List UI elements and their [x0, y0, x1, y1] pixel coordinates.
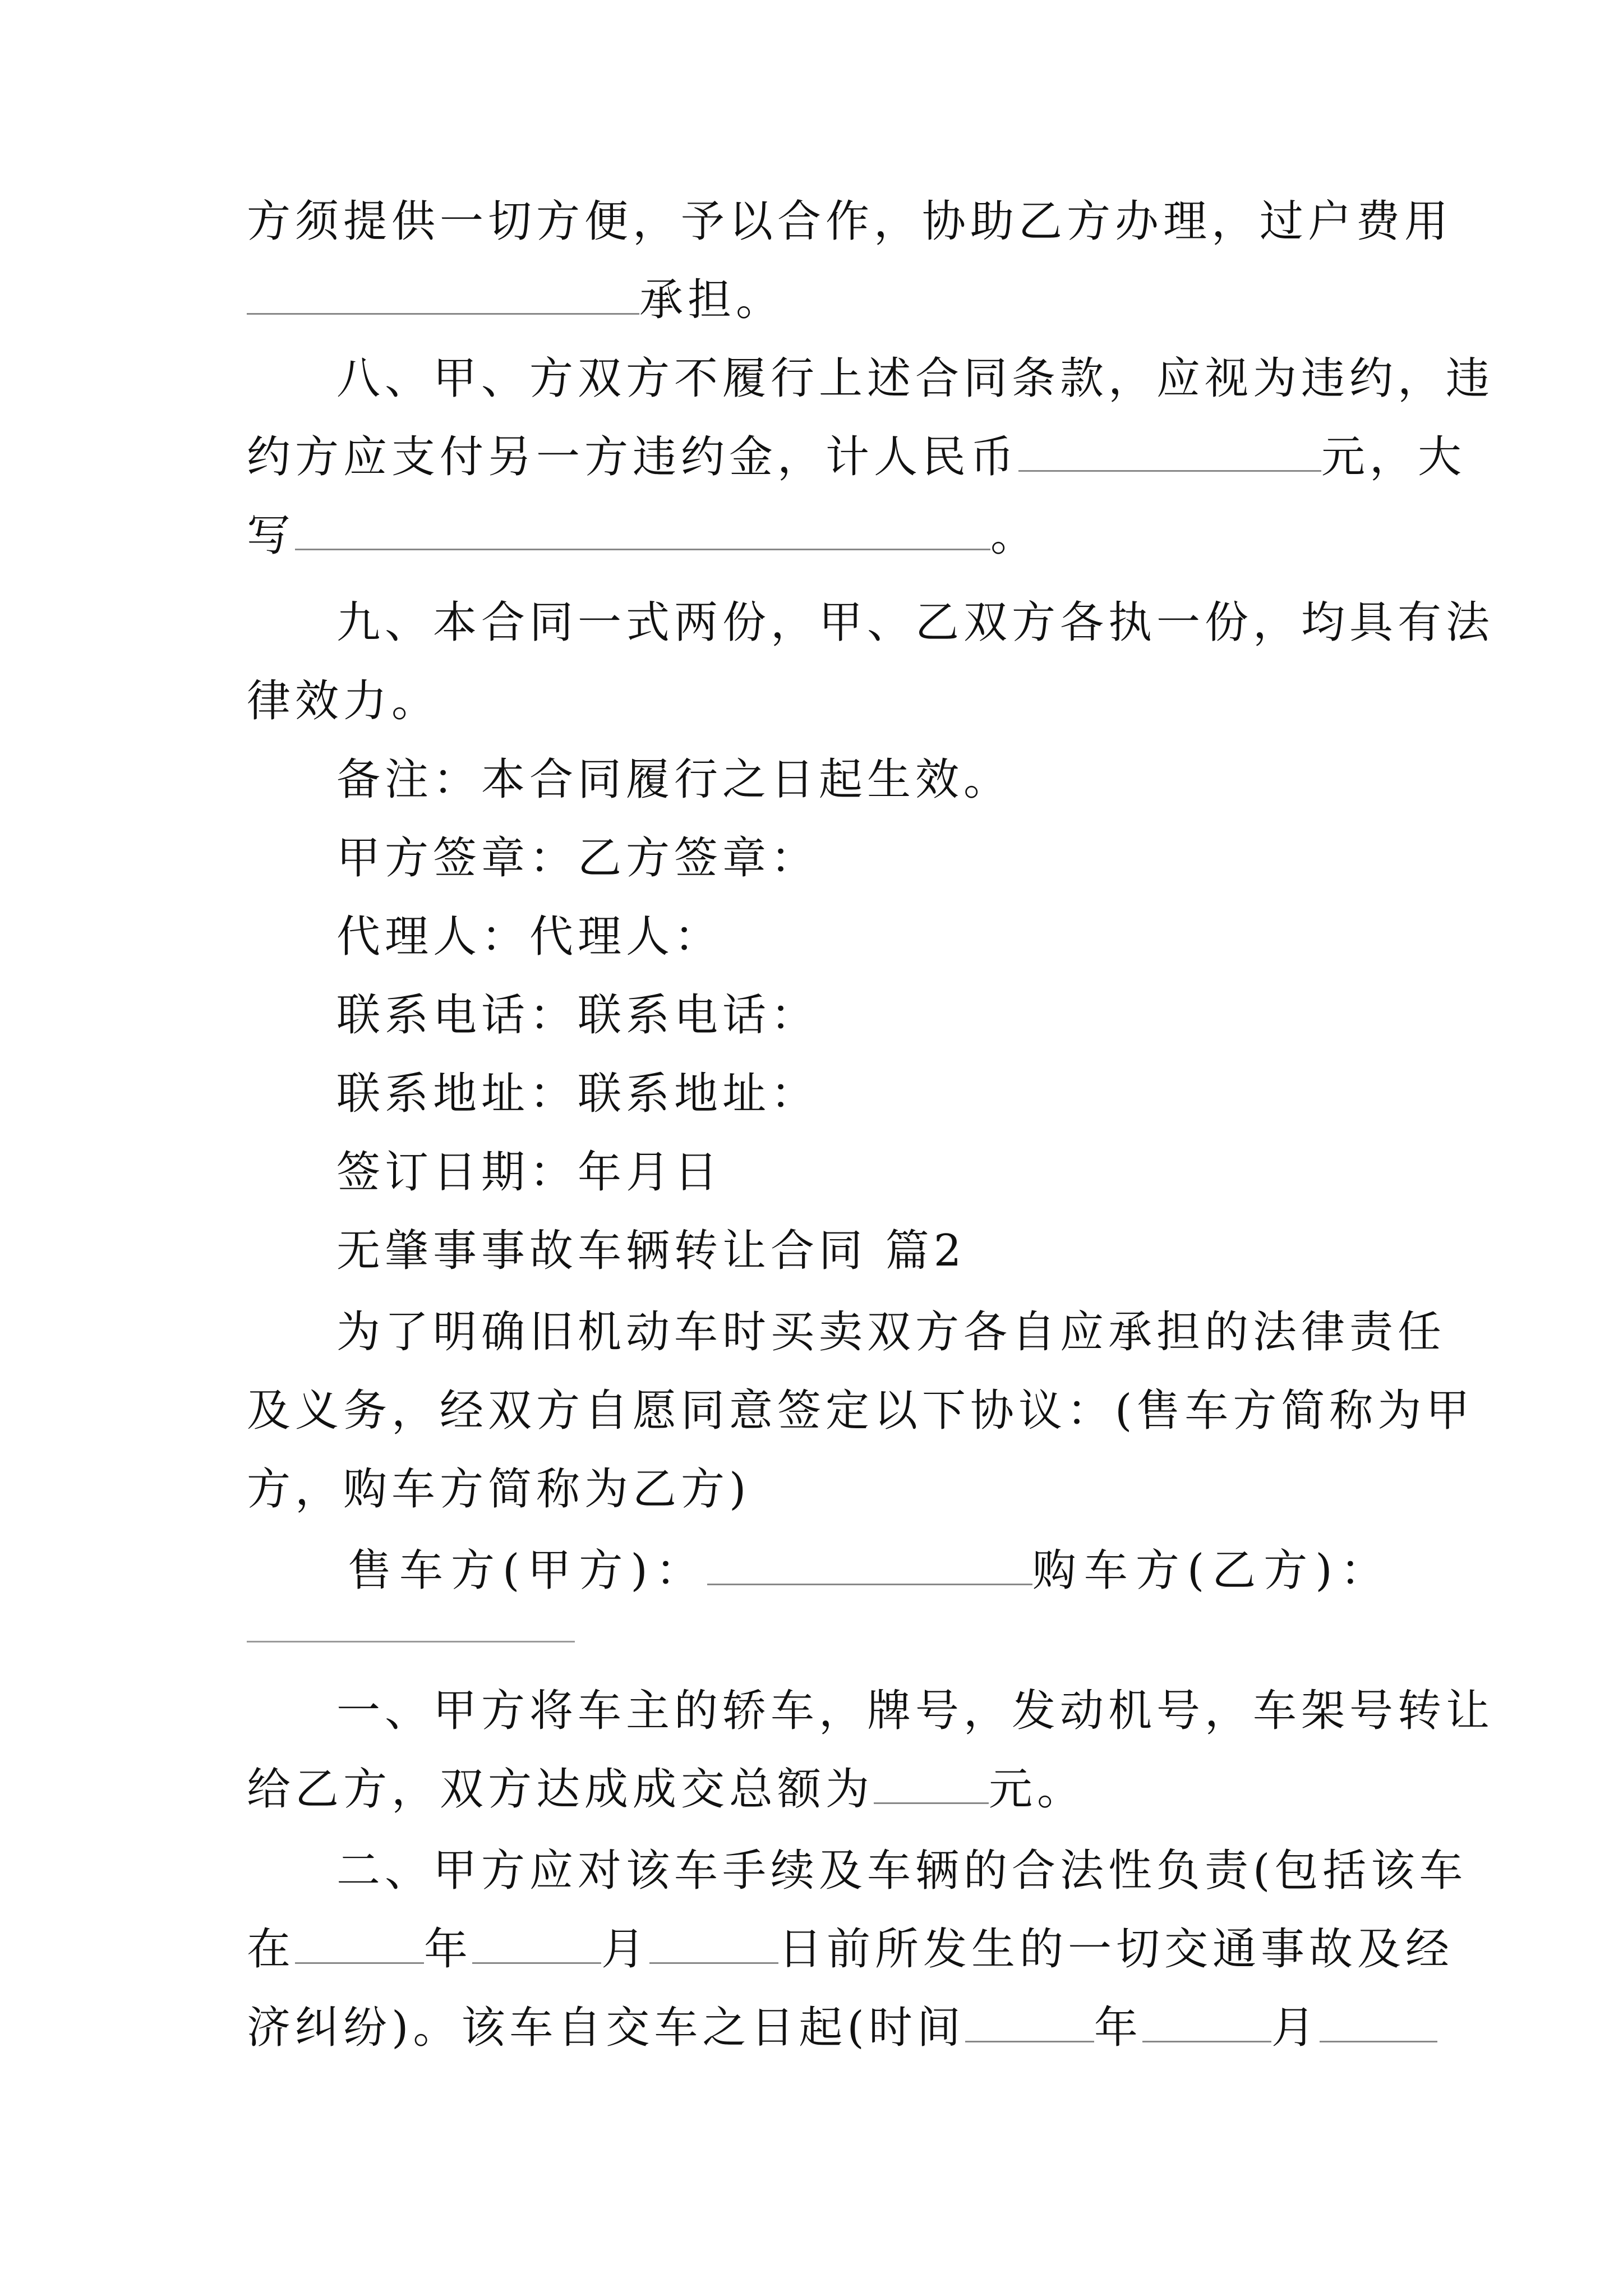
text: 及义务，经双方自愿同意签定以下协议：(售车方简称为甲: [247, 1386, 1474, 1436]
text: 购车方(乙方)：: [1032, 1545, 1392, 1596]
text: 元，大: [1321, 432, 1467, 482]
clause-9: [0, 595, 1623, 651]
text: 备注：本合同履行之日起生效。: [336, 754, 1012, 805]
signature-line: [0, 830, 1623, 886]
text: 无肇事事故车辆转让合同 篇2: [336, 1226, 966, 1276]
date-line: [0, 1144, 1623, 1200]
blank-field: [649, 1923, 778, 1964]
blank-field: [1320, 2001, 1437, 2042]
text: 济纠纷)。该车自交车之日起(时间: [247, 2003, 965, 2053]
blank-field: [874, 1763, 989, 1804]
text: 八、甲、方双方不履行上述合同条款，应视为违约，违: [336, 353, 1495, 404]
text: 月: [1271, 2003, 1320, 2053]
text: 律效力。: [247, 676, 440, 726]
note-line: [0, 752, 1623, 808]
clause-1: [0, 1683, 1623, 1739]
blank-field: [1018, 431, 1321, 472]
text: 。: [990, 510, 1039, 561]
text: 承担。: [639, 275, 785, 325]
paragraph-line: [0, 194, 1623, 250]
paragraph-line: [0, 673, 1623, 729]
text: 年: [1094, 2003, 1142, 2053]
paragraph-line: [0, 2000, 1623, 2056]
paragraph-line: [0, 1461, 1623, 1517]
text: 甲方签章：乙方签章：: [336, 833, 819, 884]
blank-field: [1142, 2001, 1271, 2042]
text: 售车方(甲方)：: [348, 1545, 707, 1596]
text: 元。: [989, 1764, 1086, 1815]
text: 日前所发生的一切交通事故及经: [778, 1924, 1454, 1975]
paragraph-line: [0, 1383, 1623, 1439]
agent-line: [0, 909, 1623, 965]
text: 写: [247, 510, 296, 561]
text: 联系地址：联系地址：: [336, 1069, 819, 1119]
blank-field: [295, 1923, 424, 1964]
text: 二、甲方应对该车手续及车辆的合法性负责(包括该车: [336, 1846, 1468, 1896]
parties-line: [0, 1543, 1623, 1599]
clause-8: [0, 351, 1623, 407]
blank-field: [247, 1641, 575, 1642]
text: 给乙方，双方达成成交总额为: [247, 1764, 874, 1815]
text: 年: [424, 1924, 473, 1975]
paragraph-line: [0, 508, 1623, 564]
paragraph-line: [0, 429, 1623, 485]
blank-field: [965, 2001, 1094, 2042]
paragraph-line: [0, 272, 1623, 328]
blank-field: [472, 1923, 601, 1964]
phone-line: [0, 987, 1623, 1043]
text: 在: [247, 1924, 296, 1975]
paragraph-line: [0, 1761, 1623, 1818]
text: 月: [601, 1924, 650, 1975]
text: 签订日期：年月日: [336, 1147, 723, 1198]
text: 为了明确旧机动车时买卖双方各自应承担的法律责任: [336, 1307, 1446, 1358]
blank-field: [295, 509, 990, 550]
text: 代理人：代理人：: [336, 912, 723, 962]
text: 方，购车方简称为乙方): [247, 1464, 751, 1515]
intro-paragraph: [0, 1304, 1623, 1360]
text: 九、本合同一式两份，甲、乙双方各执一份，均具有法: [336, 597, 1495, 648]
section-title: [0, 1223, 1623, 1279]
text: 联系电话：联系电话：: [336, 990, 819, 1041]
address-line: [0, 1066, 1623, 1122]
clause-2: [0, 1843, 1623, 1899]
text: 一、甲方将车主的轿车，牌号，发动机号，车架号转让: [336, 1686, 1495, 1736]
text: 方须提供一切方便，予以合作，协助乙方办理，过户费用: [247, 196, 1453, 247]
text: 约方应支付另一方违约金，计人民币: [247, 432, 1019, 482]
blank-field: [707, 1544, 1032, 1585]
blank-field: [247, 274, 639, 315]
paragraph-line: [0, 1921, 1623, 1977]
